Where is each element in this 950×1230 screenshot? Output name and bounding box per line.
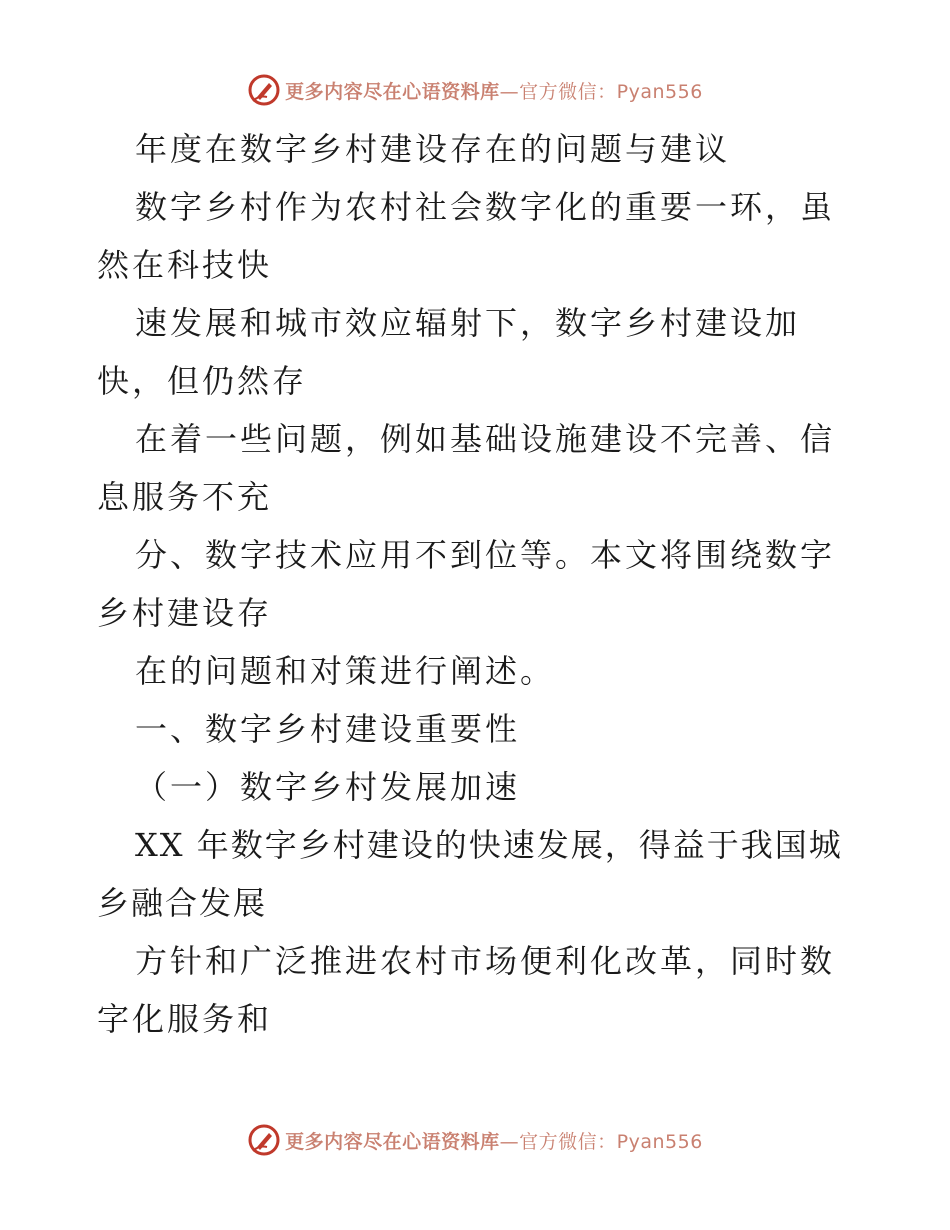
paragraph: 在着一些问题，例如基础设施建设不完善、信息服务不充 <box>97 420 836 516</box>
paragraph: XX 年数字乡村建设的快速发展，得益于我国城乡融合发展 <box>97 826 843 922</box>
subsection-heading: （一）数字乡村发展加速 <box>135 768 521 806</box>
section-heading: 一、数字乡村建设重要性 <box>135 710 521 748</box>
paragraph: 速发展和城市效应辐射下，数字乡村建设加快，但仍然存 <box>97 304 801 400</box>
paragraph: 在的问题和对策进行阐述。 <box>135 652 556 690</box>
watermark-text: 更多内容尽在心语资料库 <box>285 1130 500 1153</box>
document-body <box>97 120 857 1048</box>
watermark-text: 更多内容尽在心语资料库 <box>285 80 500 103</box>
header-watermark <box>0 70 950 110</box>
footer-watermark <box>0 1120 950 1160</box>
paragraph: 分、数字技术应用不到位等。本文将围绕数字乡村建设存 <box>97 536 836 632</box>
paragraph: 方针和广泛推进农村市场便利化改革，同时数字化服务和 <box>97 942 836 1038</box>
pen-logo-icon <box>247 73 281 107</box>
watermark-wechat: —官方微信：Pyan556 <box>499 1130 703 1153</box>
document-title: 年度在数字乡村建设存在的问题与建议 <box>135 130 731 168</box>
paragraph: 数字乡村作为农村社会数字化的重要一环，虽然在科技快 <box>97 188 836 284</box>
pen-logo-icon <box>247 1123 281 1157</box>
watermark-wechat: —官方微信：Pyan556 <box>499 80 703 103</box>
